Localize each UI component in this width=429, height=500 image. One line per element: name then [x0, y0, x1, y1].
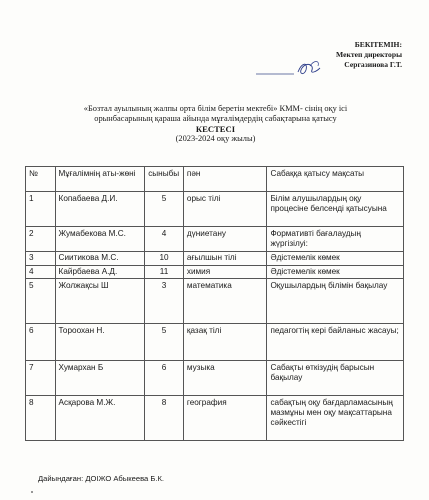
- cell-number: 7: [26, 360, 56, 395]
- cell-subject: ағылшын тілі: [183, 252, 267, 265]
- table-row: [26, 265, 404, 278]
- prepared-by: Дайындаған: ДОІЖО Абыкеева Б.К.: [38, 474, 164, 483]
- cell-number: 4: [26, 265, 56, 278]
- cell-grade: 4: [145, 227, 184, 252]
- heading-line-2: орынбасарының қараша айында мұғалімдердің сабақтарына қатысу: [94, 114, 337, 123]
- cell-number: 2: [26, 227, 56, 252]
- cell-grade: 3: [145, 278, 184, 323]
- cell-grade: 8: [145, 395, 184, 440]
- cell-subject: орыс тілі: [183, 192, 267, 227]
- cell-purpose: сабақтың оқу бағдарламасының мазмұны мен оқу мақсаттарына сәйкестігі: [267, 395, 404, 440]
- cell-purpose: Формативті бағалаудың жүргізілуі:: [267, 227, 404, 252]
- cell-grade: 11: [145, 265, 184, 278]
- approval-title: БЕКІТЕМІН:: [354, 40, 402, 49]
- cell-teacher: Хумархан Б: [55, 360, 145, 395]
- cell-purpose: Әдістемелік көмек: [267, 265, 404, 278]
- document-heading: [38, 104, 393, 144]
- cell-purpose: педагогтің кері байланыс жасауы;: [267, 323, 404, 360]
- header-grade: сыныбы: [145, 167, 184, 192]
- academic-year: (2023-2024 оқу жылы): [175, 134, 256, 143]
- table-row: [26, 278, 404, 323]
- cell-teacher: Сиитикова М.С.: [55, 252, 145, 265]
- table-row: [26, 395, 404, 440]
- cell-grade: 10: [145, 252, 184, 265]
- table-row: [26, 360, 404, 395]
- cell-subject: химия: [183, 265, 267, 278]
- cell-teacher: Жумабекова М.С.: [55, 227, 145, 252]
- cell-grade: 5: [145, 192, 184, 227]
- approval-block: [336, 40, 402, 70]
- table-row: [26, 323, 404, 360]
- cell-grade: 5: [145, 323, 184, 360]
- cell-purpose: Оқушылардың білімін бақылау: [267, 278, 404, 323]
- table-row: [26, 227, 404, 252]
- director-name: Сергазинова Г.Т.: [344, 60, 402, 69]
- director-position: Мектеп директоры: [336, 50, 402, 59]
- table-row: [26, 252, 404, 265]
- schedule-table: [25, 166, 404, 441]
- cell-purpose: Әдістемелік көмек: [267, 252, 404, 265]
- cell-subject: география: [183, 395, 267, 440]
- header-number: №: [26, 167, 56, 192]
- cell-subject: математика: [183, 278, 267, 323]
- document-title: КЕСТЕСІ: [195, 124, 236, 134]
- cell-purpose: Білім алушылардың оқу процесіне белсенді қатысуына: [267, 192, 404, 227]
- cell-number: 6: [26, 323, 56, 360]
- table-header-row: [26, 167, 404, 192]
- header-purpose: Сабаққа қатысу мақсаты: [267, 167, 404, 192]
- page-mark: [31, 491, 33, 493]
- cell-number: 1: [26, 192, 56, 227]
- cell-teacher: Кайрбаева А.Д.: [55, 265, 145, 278]
- cell-subject: қазақ тілі: [183, 323, 267, 360]
- table-row: [26, 192, 404, 227]
- heading-line-1: «Бозтал ауылының жалпы орта білім беретін мектебі» КММ- сінің оқу ісі: [83, 104, 348, 113]
- cell-grade: 6: [145, 360, 184, 395]
- cell-subject: музыка: [183, 360, 267, 395]
- cell-teacher: Тороохан Н.: [55, 323, 145, 360]
- cell-number: 8: [26, 395, 56, 440]
- cell-subject: дүниетану: [183, 227, 267, 252]
- header-teacher: Мұғалімнің аты-жөні: [55, 167, 145, 192]
- director-name-line: [336, 60, 402, 70]
- cell-purpose: Сабақты өткізудің барысын бақылау: [267, 360, 404, 395]
- signature-image: [254, 56, 349, 78]
- cell-number: 3: [26, 252, 56, 265]
- cell-number: 5: [26, 278, 56, 323]
- header-subject: пән: [183, 167, 267, 192]
- cell-teacher: Асқарова М.Ж.: [55, 395, 145, 440]
- cell-teacher: Копабаева Д.И.: [55, 192, 145, 227]
- cell-teacher: Жолжақсы Ш: [55, 278, 145, 323]
